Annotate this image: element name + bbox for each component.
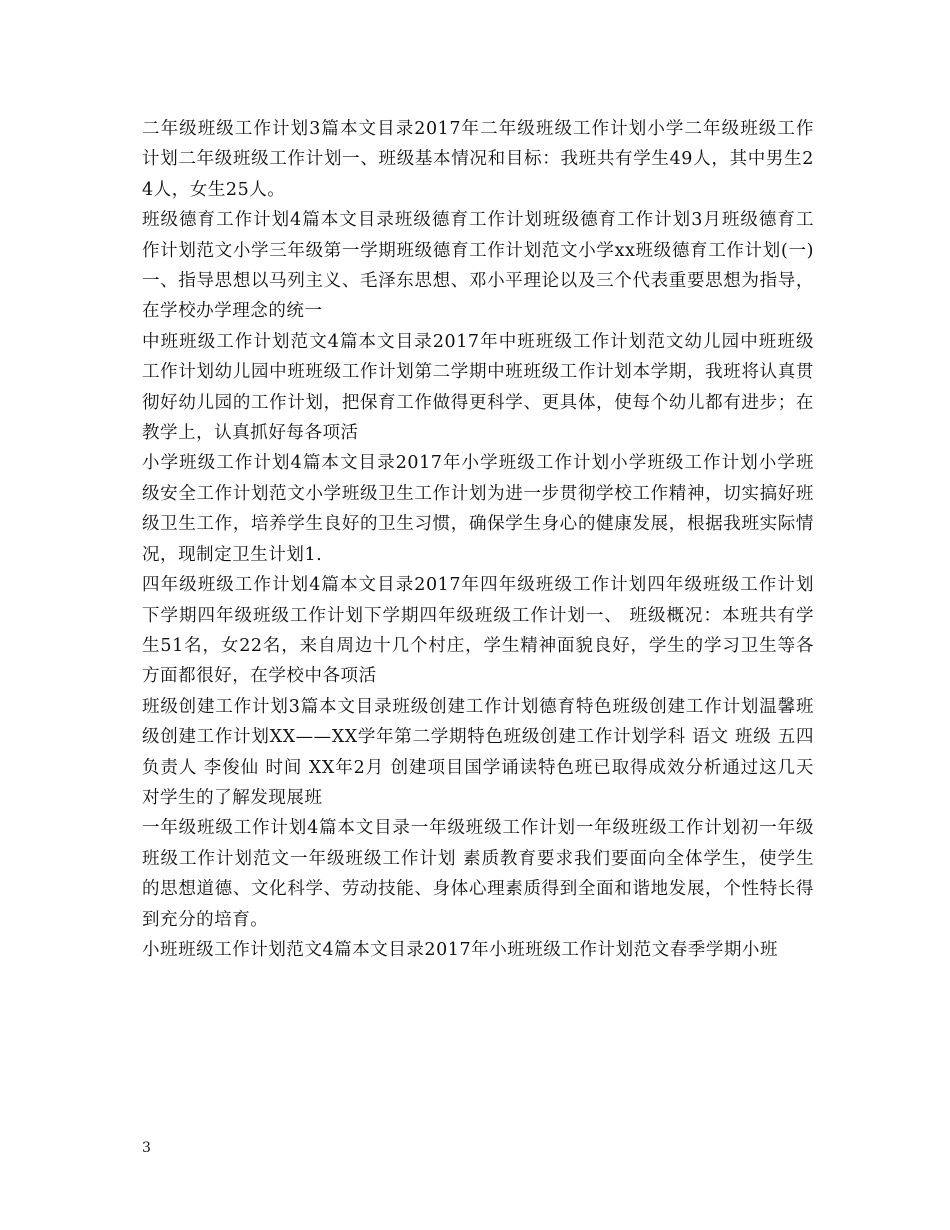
page-number: 3 [142,1140,151,1156]
paragraph-small-class-plan: 小班班级工作计划范文4篇本文目录2017年小班班级工作计划范文春季学期小班 [142,939,779,960]
paragraph-moral-education-plan: 班级德育工作计划4篇本文目录班级德育工作计划班级德育工作计划3月班级德育工作计划范文小学三年级第一学期班级德育工作计划范文小学xx班级德育工作计划(一)一、指导思想以马列主义、毛泽东思想、邓小平理论以及三个代表重要思想为指导，在学校办学理念的统一 [142,210,814,322]
paragraph-grade4-plan: 四年级班级工作计划4篇本文目录2017年四年级班级工作计划四年级班级工作计划下学期四年级班级工作计划下学期四年级班级工作计划一、 班级概况：本班共有学生51名，女22名，来自周边十几个村庄，学生精神面貌良好，学生的学习卫生等各方面都很好，在学校中各项活 [142,575,814,687]
paragraph-grade1-plan: 一年级班级工作计划4篇本文目录一年级班级工作计划一年级班级工作计划初一年级班级工作计划范文一年级班级工作计划 素质教育要求我们要面向全体学生，使学生的思想道德、文化科学、劳动技能、身体心理素质得到全面和谐地发展，个性特长得到充分的培育。 [142,818,814,930]
paragraph-middle-class-plan: 中班班级工作计划范文4篇本文目录2017年中班班级工作计划范文幼儿园中班班级工作计划幼儿园中班班级工作计划第二学期中班班级工作计划本学期，我班将认真贯彻好幼儿园的工作计划，把保育工作做得更科学、更具体，使每个幼儿都有进步；在教学上，认真抓好每各项活 [142,331,814,444]
paragraph-primary-class-plan: 小学班级工作计划4篇本文目录2017年小学班级工作计划小学班级工作计划小学班级安全工作计划范文小学班级卫生工作计划为进一步贯彻学校工作精神，切实搞好班级卫生工作，培养学生良好的卫生习惯，确保学生身心的健康发展，根据我班实际情况，现制定卫生计划1. [142,453,814,565]
paragraph-grade2-plan: 二年级班级工作计划3篇本文目录2017年二年级班级工作计划小学二年级班级工作计划二年级班级工作计划一、班级基本情况和目标：我班共有学生49人，其中男生24人，女生25人。 [142,119,814,200]
document-body [142,114,814,965]
paragraph-class-building-plan: 班级创建工作计划3篇本文目录班级创建工作计划德育特色班级创建工作计划温馨班级创建工作计划XX——XX学年第二学期特色班级创建工作计划学科 语文 班级 五四 负责人 李俊仙 时间 XX年2月 创建项目国学诵读特色班已取得成效分析通过这几天对学生的了解发现展班 [142,696,814,808]
